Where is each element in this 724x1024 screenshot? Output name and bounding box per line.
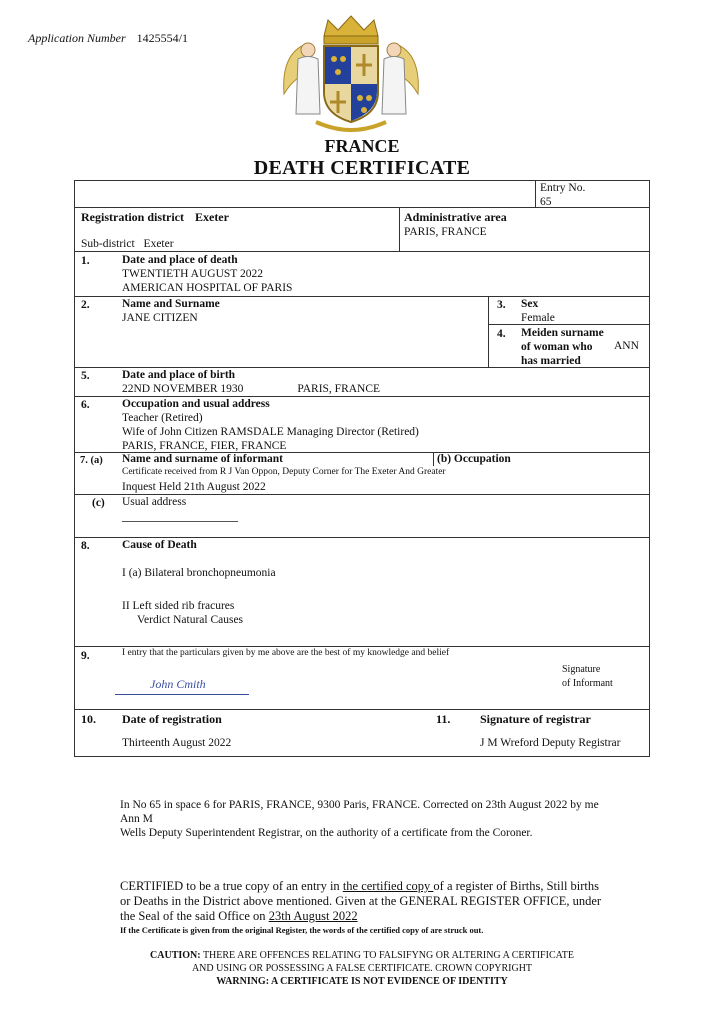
registrar-signature: J M Wreford Deputy Registrar	[480, 737, 621, 749]
entry-number: Entry No. 65	[540, 182, 586, 208]
cause-of-death-1: I (a) Bilateral bronchopneumonia	[122, 567, 276, 579]
field-7-informant-line2: Inquest Held 21th August 2022	[122, 481, 266, 493]
field-8-number: 8.	[81, 540, 90, 552]
signature-of-informant-label: Signature of Informant	[562, 664, 613, 689]
cause-of-death-3: Verdict Natural Causes	[137, 614, 244, 626]
field-5-number: 5.	[81, 370, 90, 382]
field-4-value: ANN	[614, 340, 639, 352]
field-11-label: Signature of registrar	[480, 712, 591, 726]
certified-note: If the Certificate is given from the original Register, the words of the certified copy of are struck out.	[120, 925, 484, 935]
field-3-number: 3.	[497, 299, 506, 311]
field-10-number: 10.	[81, 712, 96, 726]
field-4-maiden-name: Meiden surname of woman who has married	[521, 327, 604, 367]
date-of-registration: Thirteenth August 2022	[122, 737, 232, 749]
coat-of-arms-icon	[276, 14, 426, 136]
field-7-occupation-label: (b) Occupation	[437, 453, 511, 465]
field-11-number: 11.	[436, 712, 451, 726]
field-5-birth: Date and place of birth 22ND NOVEMBER 1930 PARIS, FRANCE	[122, 369, 381, 395]
application-number: Application Number 1425554/1	[28, 31, 189, 45]
field-7-informant-line1: Certificate received from R J Van Oppon, Deputy Corner for The Exeter And Greater	[122, 467, 446, 477]
field-7c-usual-address: Usual address	[122, 496, 187, 508]
cause-of-death-2: II Left sided rib fracures	[122, 600, 235, 612]
country-title: FRANCE	[324, 136, 400, 156]
administrative-area: Administrative area PARIS, FRANCE	[404, 210, 507, 238]
field-10-label: Date of registration	[122, 712, 222, 726]
informant-signature: John Cmith	[150, 677, 206, 691]
field-1-number: 1.	[81, 255, 90, 267]
field-2-name: Name and Surname JANE CITIZEN	[122, 298, 220, 324]
certified-statement: CERTIFIED to be a true copy of an entry in the certified copy of a register of Births, Still births or Deaths in the District above mentioned. Given at the GENERAL REGISTER OFFICE, under the Seal of the said Office on 23th August 2022	[120, 879, 602, 923]
registration-district: Registration district Exeter	[81, 210, 229, 224]
field-7-label: Name and surname of informant	[122, 453, 283, 465]
field-2-number: 2.	[81, 299, 90, 311]
field-4-number: 4.	[497, 328, 506, 340]
field-9-number: 9.	[81, 650, 90, 662]
field-9-statement: I entry that the particulars given by me above are the best of my knowledge and belief	[122, 648, 450, 658]
field-6-occupation: Occupation and usual address Teacher (Retired) Wife of John Citizen RAMSDALE Managing Director (Retired) PARIS, FRANCE, FIER, FRANCE	[122, 398, 419, 452]
sub-district: Sub-district Exeter	[81, 238, 174, 250]
correction-note: In No 65 in space 6 for PARIS, FRANCE, 9300 Paris, FRANCE. Corrected on 23th August 2022 by me Ann M Wells Deputy Superintendent Registrar, on the authority of a certificate from the Coroner.	[120, 799, 599, 839]
field-1-death: Date and place of death TWENTIETH AUGUST 2022 AMERICAN HOSPITAL OF PARIS	[122, 254, 293, 294]
caution-block: CAUTION: THERE ARE OFFENCES RELATING TO FALSIFYNG OR ALTERING A CERTIFICATE AND USING OR POSSESSING A FALSE CERTIFICATE. CROWN COPYRIGHT WARNING: A CERTIFICATE IS NOT EVIDENCE OF IDENTITY	[150, 950, 574, 987]
field-8-label: Cause of Death	[122, 539, 197, 551]
field-7-number: 7. (a)	[80, 455, 103, 466]
field-6-number: 6.	[81, 399, 90, 411]
field-3-sex: Sex Female	[521, 298, 555, 324]
field-7c-number: (c)	[92, 497, 105, 509]
document-title: DEATH CERTIFICATE	[253, 157, 471, 179]
